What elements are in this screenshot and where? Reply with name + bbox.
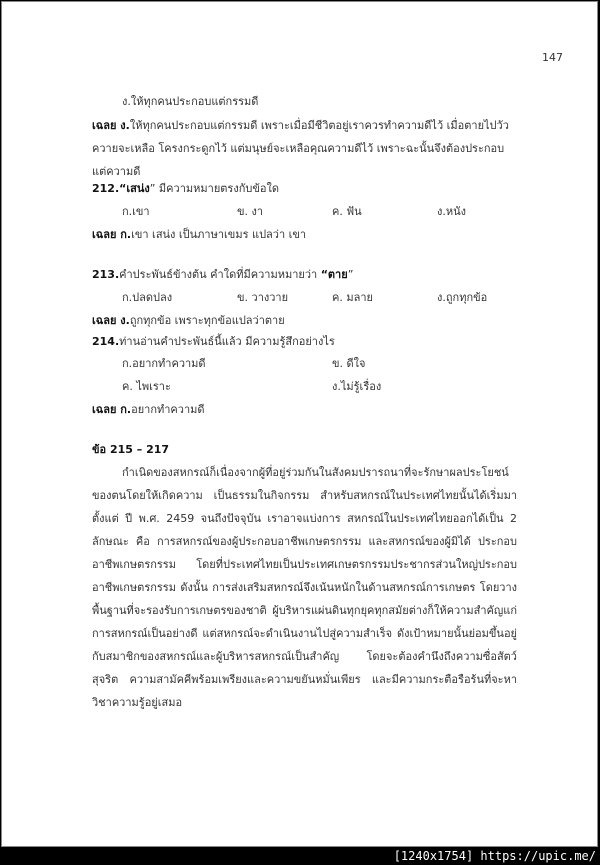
q213-option-b: ข. วางวาย	[237, 291, 289, 304]
answer-label: เฉลย ก.	[92, 228, 132, 241]
q212-option-d: ง.หนัง	[437, 205, 467, 218]
paragraph-line: กำเนิดของสหกรณ์ก็เนื่องจากผู้ที่อยู่ร่วมกันในสังคมปรารถนาที่จะรักษาผลประโยชน์ของตนโดยให้เกิดความ	[92, 466, 509, 502]
image-source-footer: [1240x1754] https://upic.me/	[393, 849, 596, 863]
page-number: 147	[542, 51, 563, 64]
question-keyword: “ตาย	[320, 268, 348, 281]
question-text: ” มีความหมายตรงกับข้อใด	[149, 182, 279, 195]
paragraph-line: ผู้บริหารแผ่นดินทุกยุคทุกสมัยต่างก็ให้ความสำคัญแก่การสหกรณ์เป็นอย่างดี แต่สหกรณ์จะดำเนินงานไปสู่ความสำเร็จ	[92, 604, 517, 640]
q212-option-a: ก.เขา	[122, 205, 150, 218]
question-text: ท่านอ่านคำประพันธ์นี้แล้ว มีความรู้สึกอย่างไร	[119, 335, 335, 348]
question-text: คำประพันธ์ข้างต้น คำใดที่มีความหมายว่า	[119, 268, 321, 281]
answer-label: เฉลย ง.	[92, 314, 130, 327]
document-page	[1, 1, 598, 847]
q213-option-a: ก.ปลดปลง	[122, 291, 173, 304]
section-paragraph	[92, 461, 517, 714]
question-end: ”	[347, 268, 354, 281]
q214-option-c: ค. ไพเราะ	[122, 380, 171, 393]
answer-text-line1: ให้ทุกคนประกอบแต่กรรมดี เพราะเมื่อมีชีวิตอยู่เราควรทำความดีไว้ เมื่อตายไปวัว ควายจะเหลือ	[92, 119, 509, 155]
q211-option-d: ง.ให้ทุกคนประกอบแต่กรรมดี	[122, 95, 259, 108]
q212-option-b: ข. งา	[237, 205, 264, 218]
question-number: 212.	[92, 182, 120, 195]
question-keyword: “เสน่ง	[119, 182, 150, 195]
question-number: 213.	[92, 268, 120, 281]
paragraph-line: ดังเป้าหมายนั้นย่อมขึ้นอยู่กับสมาชิกของสหกรณ์และผู้บริหารสหกรณ์เป็นสำคัญ โดยจะต้องคำนึงถึงความซื่อสัตว์สุจริต	[92, 627, 517, 686]
q214-option-a: ก.อยากทำความดี	[122, 357, 206, 370]
answer-text: เขา เสน่ง เป็นภาษาเขมร แปลว่า เขา	[131, 228, 307, 241]
q214-option-b: ข. ดีใจ	[332, 357, 366, 370]
answer-label: เฉลย ก.	[92, 403, 132, 416]
paragraph-line: สหกรณ์ในประเทศไทยออกได้เป็น 2 ลักษณะ คือ การสหกรณ์ของผู้ประกอบอาชีพเกษตรกรรม และสหกรณ์ของผู้มิได้	[92, 512, 517, 548]
q212-question	[92, 181, 279, 197]
section-heading: ข้อ 215 – 217	[92, 443, 170, 456]
question-number: 214.	[92, 335, 120, 348]
q213-question	[92, 267, 353, 283]
q214-question	[92, 334, 335, 350]
answer-text: อยากทำความดี	[131, 403, 205, 416]
paragraph-line: ประกอบอาชีพเกษตรกรรม โดยที่ประเทศไทยเป็นประเทศเกษตรกรรมประชากรส่วนใหญ่ประกอบอาชีพเกษตรกรรม	[92, 535, 517, 594]
paragraph-line: ความสามัคคีพร้อมเพรียงและความขยันหมั่นเพียร และมีความกระตือรือร้นที่จะหาวิชาความรู้อยู่เสมอ	[92, 673, 518, 709]
q213-answer	[92, 313, 285, 329]
q212-answer	[92, 227, 306, 243]
answer-text: ถูกทุกข้อ เพราะทุกข้อแปลว่าตาย	[129, 314, 285, 327]
q214-answer	[92, 402, 205, 418]
q214-option-d: ง.ไม่รู้เรื่อง	[332, 380, 382, 393]
answer-label: เฉลย ง.	[92, 119, 130, 132]
paragraph-line: เป็นธรรมในกิจกรรม สำหรับสหกรณ์ในประเทศไทยนั้นได้เริ่มมาตั้งแต่ ปี พ.ศ. 2459 จนถึงปัจจุบัน เราอาจแบ่งการ	[92, 489, 517, 525]
answer-text-line2: โครงกระดูกไว้ แต่มนุษย์จะเหลือคุณความดีไว้ เพราะฉะนั้นจึงต้องประกอบแต่ความดี	[92, 142, 505, 178]
paragraph-line: ดังนั้น การส่งเสริมสหกรณ์จึงเน้นหนักในด้านสหกรณ์การเกษตร โดยวางพื้นฐานที่จะรองรับการเกษตรของชาติ	[92, 581, 518, 617]
q213-option-d: ง.ถูกทุกข้อ	[437, 291, 488, 304]
q212-option-c: ค. ฟัน	[332, 205, 362, 218]
q211-answer	[92, 114, 517, 183]
q213-option-c: ค. มลาย	[332, 291, 373, 304]
